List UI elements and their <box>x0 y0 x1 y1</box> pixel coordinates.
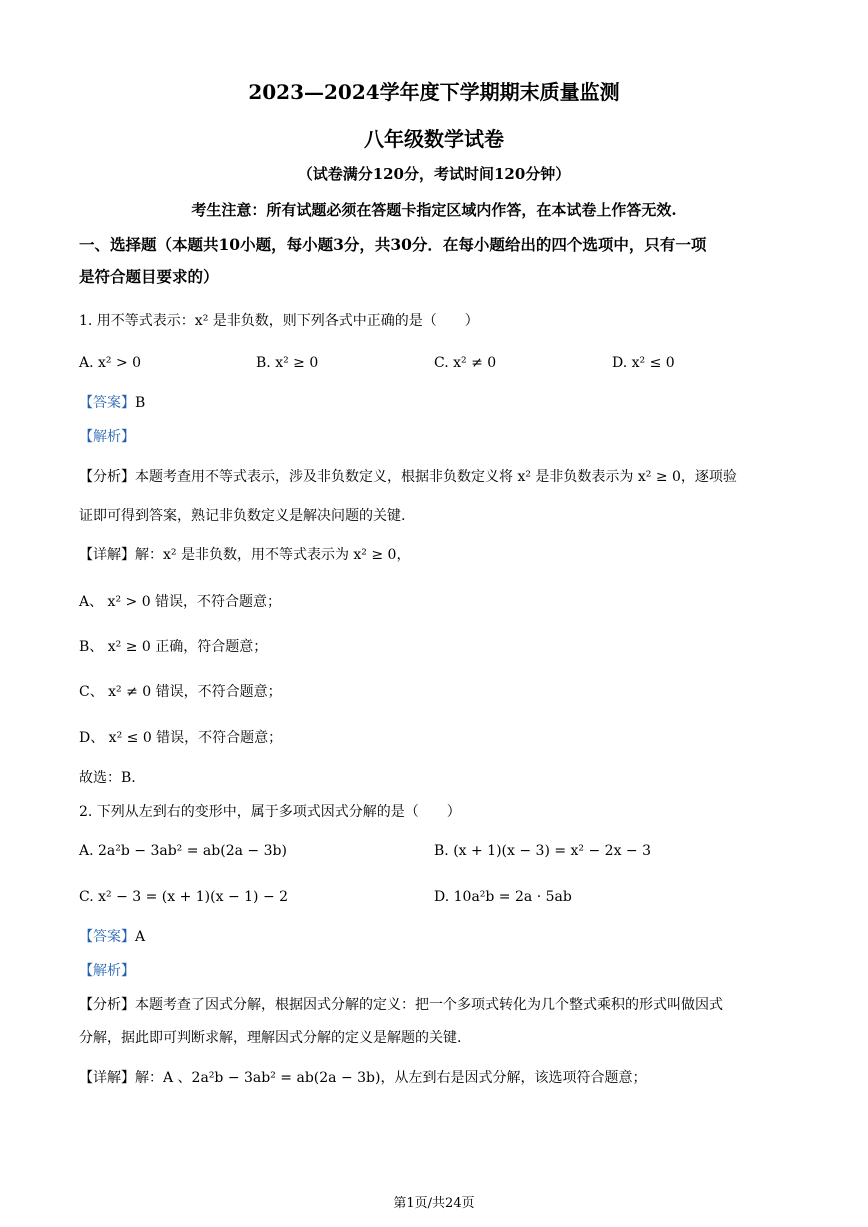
q2-option-b: B. (x + 1)(x − 3) = x² − 2x − 3 <box>434 843 652 859</box>
q2-option-a: A. 2a²b − 3ab² = ab(2a − 3b) <box>79 843 287 859</box>
q1-option-c: C. x² ≠ 0 <box>434 355 497 371</box>
q2-fenxi-line2: 分解，据此即可判断求解，理解因式分解的定义是解题的关键. <box>79 1030 462 1046</box>
q2-stem: 2. 下列从左到右的变形中，属于多项式因式分解的是（ ） <box>79 804 461 820</box>
q1-item-d: D、 x² ≤ 0 错误，不符合题意； <box>79 730 283 746</box>
fenxi-text: 本题考查用不等式表示，涉及非负数定义，根据非负数定义将 x² 是非负数表示为 x² ≥ 0，逐项验 <box>135 469 737 485</box>
q2-detail <box>79 1068 646 1088</box>
exam-notice: 考生注意：所有试题必须在答题卡指定区域内作答，在本试卷上作答无效. <box>191 201 677 219</box>
q2-option-c: C. x² − 3 = (x + 1)(x − 1) − 2 <box>79 889 289 905</box>
q2-option-d: D. 10a²b = 2a · 5ab <box>434 889 572 905</box>
q1-stem: 1. 用不等式表示：x² 是非负数，则下列各式中正确的是（ ） <box>79 313 479 329</box>
exam-info: （试卷满分120分，考试时间120分钟） <box>297 165 571 183</box>
detail-text: 解：A 、2a²b − 3ab² = ab(2a − 3b)，从左到右是因式分解，该选项符合题意； <box>135 1070 647 1086</box>
section-heading-line2: 是符合题目要求的） <box>79 267 219 286</box>
q1-fenxi-line1 <box>79 467 737 487</box>
exam-subtitle: 八年级数学试卷 <box>364 127 504 151</box>
detail-text: 解：x² 是非负数，用不等式表示为 x² ≥ 0， <box>135 547 411 563</box>
q2-analysis-tag: 【解析】 <box>79 963 135 979</box>
q1-item-b: B、 x² ≥ 0 正确，符合题意； <box>79 639 268 655</box>
q1-option-b: B. x² ≥ 0 <box>256 355 319 371</box>
fenxi-text: 本题考查了因式分解，根据因式分解的定义：把一个多项式转化为几个整式乘积的形式叫做因式 <box>135 997 723 1013</box>
q1-fenxi-line2: 证即可得到答案，熟记非负数定义是解决问题的关键. <box>79 508 406 524</box>
page-footer: 第1页/共24页 <box>393 1196 475 1211</box>
q1-item-a: A、 x² > 0 错误，不符合题意； <box>79 594 282 610</box>
q1-item-c: C、 x² ≠ 0 错误，不符合题意； <box>79 684 282 700</box>
fenxi-tag: 【分析】 <box>79 997 135 1013</box>
q1-option-d: D. x² ≤ 0 <box>612 355 675 371</box>
answer-value: B <box>135 395 146 411</box>
answer-tag: 【答案】 <box>79 929 135 945</box>
q1-analysis-tag: 【解析】 <box>79 429 135 445</box>
detail-tag: 【详解】 <box>79 1070 135 1086</box>
q1-option-a: A. x² > 0 <box>79 355 142 371</box>
exam-title: 2023—2024学年度下学期期末质量监测 <box>248 80 620 104</box>
q1-conclusion: 故选：B. <box>79 770 136 786</box>
q1-answer <box>79 393 145 413</box>
q2-answer <box>79 927 145 947</box>
q2-fenxi-line1 <box>79 995 723 1015</box>
q1-detail <box>79 545 410 565</box>
fenxi-tag: 【分析】 <box>79 469 135 485</box>
section-heading-line1: 一、选择题（本题共10小题，每小题3分，共30分．在每小题给出的四个选项中，只有一项 <box>79 235 707 254</box>
answer-value: A <box>135 929 146 945</box>
answer-tag: 【答案】 <box>79 395 135 411</box>
detail-tag: 【详解】 <box>79 547 135 563</box>
